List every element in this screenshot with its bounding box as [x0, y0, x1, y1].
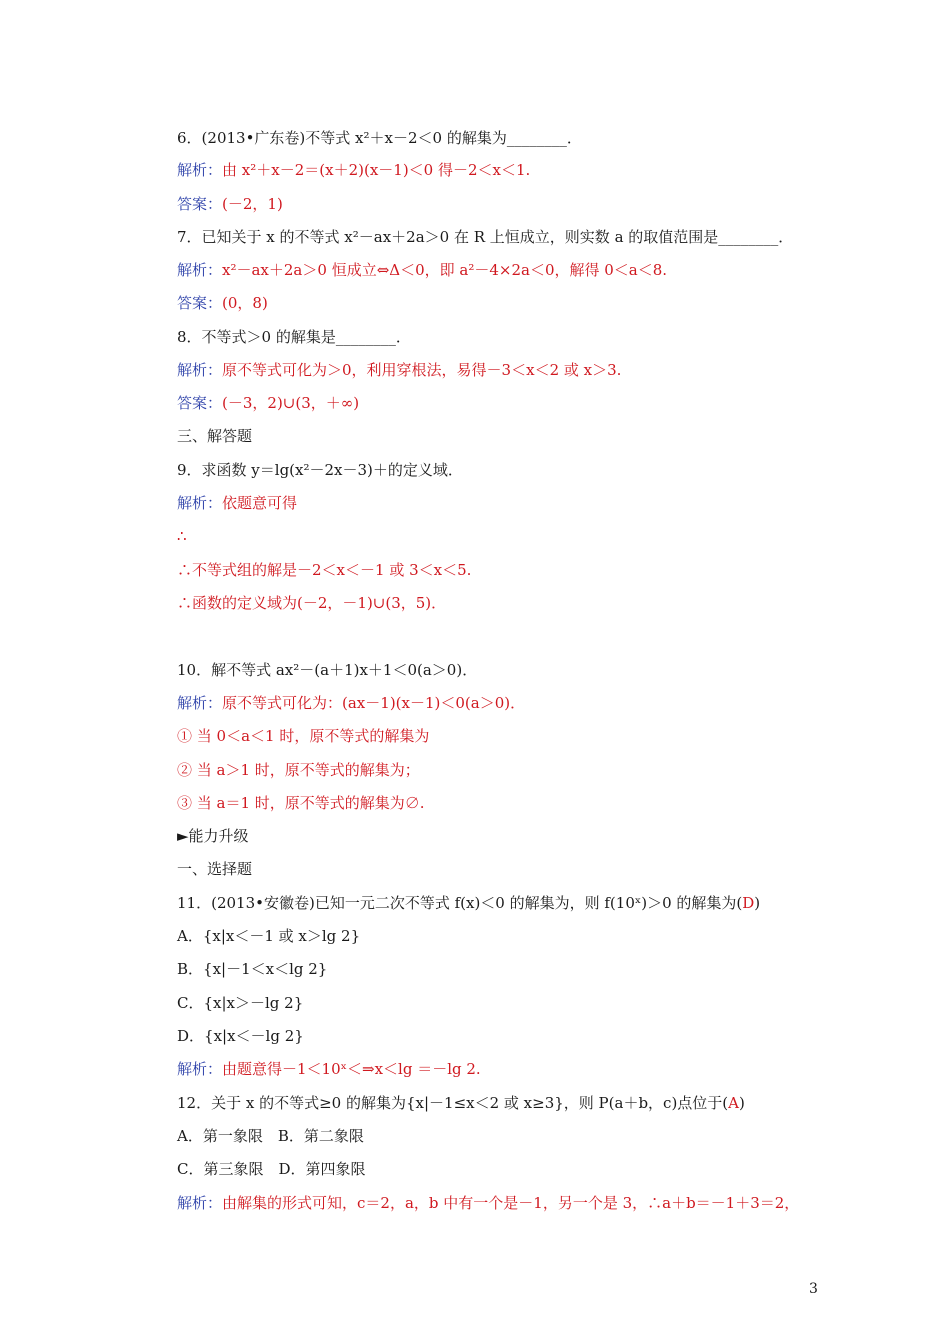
- analysis-text: ② 当 a＞1 时，原不等式的解集为；: [177, 761, 420, 779]
- option-text: D．{x|x＜－lg 2}: [177, 1027, 304, 1045]
- analysis-text: ③ 当 a＝1 时，原不等式的解集为∅.: [177, 794, 425, 812]
- analysis-8: [177, 360, 621, 380]
- question-9: [177, 460, 463, 480]
- analysis-9-domain: [177, 593, 446, 613]
- analysis-text: 由解集的形式可知，c＝2，a，b 中有一个是－1，另一个是 3，∴a＋b＝－1＋3＝2，: [222, 1194, 800, 1212]
- section-title: 三、解答题: [177, 427, 253, 445]
- options-12-ab: [177, 1126, 364, 1146]
- analysis-label: 解析：: [177, 694, 223, 712]
- page-number: 3: [809, 1281, 818, 1297]
- analysis-10-case-1: [177, 726, 429, 746]
- analysis-7: [177, 260, 667, 280]
- analysis-text: 原不等式可化为＞0，利用穿根法，易得－3＜x＜2 或 x＞3.: [222, 361, 622, 379]
- option-11-d: [177, 1026, 304, 1046]
- options-12-cd: [177, 1159, 366, 1179]
- ability-heading: [177, 826, 249, 846]
- analysis-label: 解析：: [177, 361, 223, 379]
- option-11-a: [177, 926, 360, 946]
- question-12: [177, 1093, 745, 1113]
- option-text: C．{x|x＞－lg 2}: [177, 994, 304, 1012]
- option-text: C．第三象限 D．第四象限: [177, 1160, 366, 1178]
- answer-label: 答案：: [177, 394, 223, 412]
- answer-text: (0，8): [222, 294, 268, 312]
- section-title: 一、选择题: [177, 860, 253, 878]
- analysis-label: 解析：: [177, 494, 223, 512]
- analysis-10: [177, 693, 525, 713]
- analysis-label: 解析：: [177, 1060, 223, 1078]
- question-text: 9．求函数 y＝lg(x²－2x－3)＋的定义域．: [177, 461, 463, 479]
- analysis-text: 依题意可得: [222, 494, 298, 512]
- analysis-11: [177, 1059, 481, 1079]
- section-title: ►能力升级: [177, 827, 249, 845]
- section-heading: [177, 426, 252, 446]
- answer-label: 答案：: [177, 195, 223, 213]
- answer-text: (－3，2)∪(3，＋∞): [222, 394, 360, 412]
- question-text: 10．解不等式 ax²－(a＋1)x＋1＜0(a＞0)．: [177, 661, 478, 679]
- analysis-6: [177, 160, 530, 180]
- answer-choice: A: [728, 1094, 739, 1112]
- analysis-label: 解析：: [177, 161, 223, 179]
- answer-choice: D: [742, 894, 755, 912]
- analysis-text: ∴函数的定义域为(－2，－1)∪(3，5)．: [177, 594, 447, 612]
- analysis-label: 解析：: [177, 1194, 223, 1212]
- option-text: A．第一象限 B．第二象限: [177, 1127, 364, 1145]
- analysis-text: x²－ax＋2a＞0 恒成立⇔Δ＜0，即 a²－4×2a＜0，解得 0＜a＜8.: [222, 261, 668, 279]
- question-6: [177, 128, 582, 148]
- analysis-9-therefore: [177, 526, 187, 546]
- analysis-10-case-2: [177, 760, 420, 780]
- answer-text: (－2，1): [222, 195, 283, 213]
- option-11-b: [177, 959, 327, 979]
- choice-heading: [177, 859, 252, 879]
- analysis-label: 解析：: [177, 261, 223, 279]
- analysis-text: ① 当 0＜a＜1 时，原不等式的解集为: [177, 727, 430, 745]
- answer-6: [177, 194, 283, 214]
- question-text: 11．(2013•安徽卷)已知一元二次不等式 f(x)＜0 的解集为，则 f(10ˣ)＞0 的解集为(: [177, 894, 743, 912]
- analysis-text: 由题意得－1＜10ˣ＜⇒x＜lg ＝－lg 2.: [222, 1060, 481, 1078]
- question-text: 7．已知关于 x 的不等式 x²－ax＋2a＞0 在 R 上恒成立，则实数 a 的取值范围是________．: [177, 228, 794, 246]
- question-10: [177, 660, 477, 680]
- analysis-text: ∴不等式组的解是－2＜x＜－1 或 3＜x＜5.: [177, 561, 472, 579]
- option-11-c: [177, 993, 303, 1013]
- question-text-end: ): [754, 894, 761, 912]
- analysis-text: ∴: [177, 527, 187, 545]
- option-text: B．{x|－1＜x＜lg 2}: [177, 960, 328, 978]
- analysis-text: 原不等式可化为：(ax－1)(x－1)＜0(a＞0)．: [222, 694, 526, 712]
- analysis-text: 由 x²＋x－2＝(x＋2)(x－1)＜0 得－2＜x＜1.: [222, 161, 531, 179]
- answer-8: [177, 393, 359, 413]
- analysis-9: [177, 493, 297, 513]
- answer-7: [177, 293, 268, 313]
- answer-label: 答案：: [177, 294, 223, 312]
- analysis-9-solution: [177, 560, 471, 580]
- question-text: 8．不等式＞0 的解集是________．: [177, 328, 411, 346]
- question-11: [177, 893, 760, 913]
- question-text-end: ): [739, 1094, 745, 1112]
- question-7: [177, 227, 793, 247]
- analysis-10-case-3: [177, 793, 425, 813]
- question-text: 12．关于 x 的不等式≥0 的解集为{x|－1≤x＜2 或 x≥3}，则 P(a＋b，c)点位于(: [177, 1094, 729, 1112]
- analysis-12: [177, 1193, 799, 1213]
- option-text: A．{x|x＜－1 或 x＞lg 2}: [177, 927, 361, 945]
- question-text: 6．(2013•广东卷)不等式 x²＋x－2＜0 的解集为________．: [177, 129, 582, 147]
- question-8: [177, 327, 411, 347]
